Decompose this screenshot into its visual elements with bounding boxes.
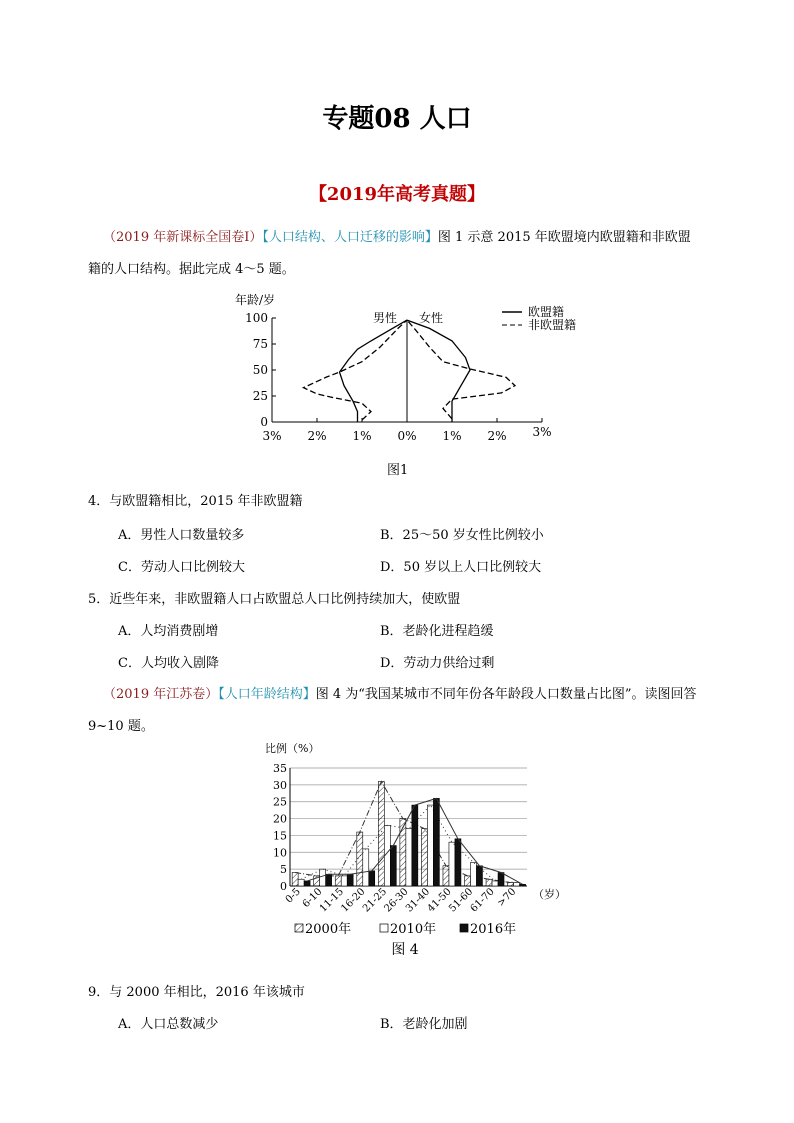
x-tick-label: 0%	[397, 429, 417, 443]
intro-text-cont: 籍的人口结构。据此完成 4～5 题。	[88, 262, 295, 277]
q4-option-c: C．劳动人口比例较大	[118, 560, 245, 575]
intro-text-cont: 9~10 题。	[88, 719, 154, 734]
figure-1-caption: 图1	[387, 463, 409, 478]
bar-2000年-21-25	[378, 781, 384, 886]
q9-option-b: B．老龄化加剧	[380, 1017, 468, 1032]
bar-2016年-11-15	[347, 874, 353, 886]
bar-2016年-51-60	[476, 866, 482, 886]
legend-label: 2000年	[305, 922, 352, 937]
intro-text: 图 4 为“我国某城市不同年份各年龄段人口数量占比图”。读图回答	[315, 687, 697, 702]
source-label: （2019 年新课标全国卷Ⅰ）	[103, 230, 263, 245]
q9-option-a: A．人口总数减少	[118, 1017, 219, 1032]
bar-2016年-0-5	[304, 881, 310, 886]
y-axis-label: 比例（%）	[265, 742, 320, 755]
topic-tag: 【人口结构、人口迁移的影响】	[262, 230, 438, 245]
question-5-stem: 5．近些年来，非欧盟籍人口占欧盟总人口比例持续加大，使欧盟	[88, 592, 461, 607]
bar-2000年-41-50	[443, 866, 449, 886]
bar-2016年-6-10	[326, 874, 332, 886]
x-tick-label: 21-25	[360, 886, 390, 915]
y-tick-label: 35	[273, 762, 287, 775]
q5-option-d: D．劳动力供给过剩	[380, 656, 495, 671]
q5-option-a: A．人均消费剧增	[118, 624, 219, 639]
bar-2010年-31-40	[427, 805, 433, 886]
bar-2016年-41-50	[455, 839, 461, 886]
bar-2000年->70	[508, 883, 514, 886]
x-tick-label: 41-50	[425, 886, 454, 915]
figure-1-pyramid	[235, 290, 600, 480]
x-tick-label: 3%	[262, 429, 282, 443]
bar-2000年-0-5	[292, 873, 298, 886]
bar-2010年-6-10	[320, 869, 326, 886]
legend-swatch	[380, 924, 388, 932]
q4-option-d: D．50 岁以上人口比例较大	[380, 560, 542, 575]
bar-2016年-21-25	[390, 846, 396, 886]
legend-swatch	[295, 924, 303, 932]
bar-2010年-0-5	[298, 879, 304, 886]
x-tick-label: 11-15	[317, 886, 346, 915]
q5-option-b: B．老龄化进程趋缓	[380, 624, 494, 639]
q4-option-a: A．男性人口数量较多	[118, 528, 245, 543]
x-tick-label: 6-10	[300, 886, 325, 911]
bar-2016年-26-30	[412, 805, 418, 886]
x-tick-label: 1%	[352, 429, 372, 443]
question-4-stem: 4．与欧盟籍相比，2015 年非欧盟籍	[88, 494, 303, 509]
x-tick-label: 51-60	[447, 886, 476, 915]
bar-2000年-61-70	[486, 879, 492, 886]
bar-2010年-51-60	[471, 862, 477, 886]
bar-2000年-11-15	[335, 876, 341, 886]
legend-eu: 欧盟籍	[528, 305, 565, 319]
bar-2010年-16-20	[363, 849, 369, 886]
figure-4-caption: 图 4	[391, 942, 419, 958]
y-tick-label: 75	[252, 337, 268, 351]
x-tick-label: 0-5	[283, 886, 303, 906]
topic-tag: 【人口年龄结构】	[218, 687, 316, 702]
y-tick-label: 15	[273, 829, 287, 843]
male-label: 男性	[372, 311, 397, 325]
y-tick-label: 100	[245, 311, 268, 325]
x-tick-label: 26-30	[382, 886, 411, 915]
bar-2010年-11-15	[341, 876, 347, 886]
y-tick-label: 25	[252, 389, 268, 403]
y-axis-label: 年龄/岁	[235, 293, 276, 307]
bar-2000年-16-20	[357, 832, 363, 886]
y-tick-label: 30	[273, 778, 287, 792]
q5-option-c: C．人均收入剧降	[118, 656, 219, 671]
bar-2000年-26-30	[400, 819, 406, 886]
bar-2010年->70	[514, 883, 520, 886]
bar-2016年-61-70	[498, 873, 504, 886]
y-tick-label: 0	[280, 880, 287, 893]
x-tick-label: 1%	[442, 429, 462, 443]
bar-2000年-31-40	[421, 829, 427, 886]
section-heading: 【2019年高考真题】	[308, 184, 486, 205]
x-tick-label: 2%	[487, 429, 507, 443]
legend-label: 2016年	[470, 922, 517, 937]
question-9-stem: 9．与 2000 年相比，2016 年该城市	[88, 985, 305, 1000]
y-tick-label: 5	[280, 863, 287, 877]
female-label: 女性	[419, 311, 444, 325]
legend-label: 2010年	[390, 922, 437, 937]
bar-2016年-31-40	[433, 798, 439, 886]
x-tick-label: >70	[495, 886, 519, 910]
series-line-1	[407, 320, 470, 422]
x-tick-label: 16-20	[339, 886, 368, 915]
bar-2010年-41-50	[449, 842, 455, 886]
intro-text: 图 1 示意 2015 年欧盟境内欧盟籍和非欧盟	[437, 230, 691, 245]
y-tick-label: 50	[252, 363, 268, 377]
y-tick-label: 25	[273, 795, 287, 809]
x-tick-label: 31-40	[404, 886, 433, 915]
y-tick-label: 20	[273, 812, 287, 826]
page-title: 专题08 人口	[322, 104, 472, 134]
legend-swatch	[460, 924, 468, 932]
bar-2010年-26-30	[406, 829, 412, 886]
bar-2000年-51-60	[465, 876, 471, 886]
legend-non-eu: 非欧盟籍	[528, 318, 577, 332]
figure-4-bar-chart	[255, 740, 566, 960]
series-line-0	[340, 320, 408, 422]
bar-2010年-61-70	[492, 881, 498, 886]
series-line-3	[407, 320, 515, 419]
intro-paragraph-2	[103, 683, 697, 702]
intro-paragraph-1	[103, 226, 691, 245]
source-label: （2019 年江苏卷）	[103, 687, 219, 702]
bar-2016年->70	[520, 884, 526, 886]
x-tick-label: 3%	[532, 425, 552, 439]
y-tick-label: 0	[260, 415, 268, 429]
x-tick-label: 2%	[307, 429, 327, 443]
bar-2016年-16-20	[369, 871, 375, 886]
y-tick-label: 10	[273, 846, 287, 860]
x-tick-label: 61-70	[468, 886, 497, 915]
x-axis-label: （岁）	[533, 888, 566, 901]
q4-option-b: B．25～50 岁女性比例较小	[380, 528, 544, 543]
